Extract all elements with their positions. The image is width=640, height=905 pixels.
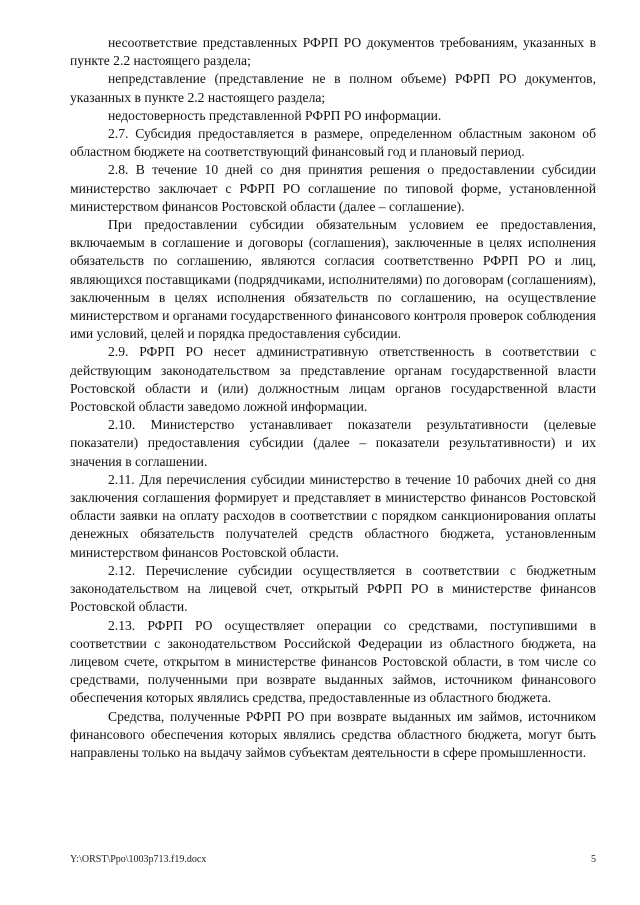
paragraph-4: 2.7. Субсидия предоставляется в размере, определенном областным законом об областном бюджете на соответствующий финансовый год и плановый период. (70, 126, 596, 160)
document-body (70, 34, 596, 762)
paragraph-11: 2.13. РФРП РО осуществляет операции со средствами, поступившими в соответствии с законодательством Российской Федерации из областного бюджета, на лицевом счете, открытом в министерстве финансов Ростовской области, в том числе со средствами, полученными при возврате выданных займов, источником финансового обеспечения которых являлись средства, предоставленные из областного бюджета. (70, 617, 596, 706)
paragraph-6: При предоставлении субсидии обязательным условием ее предоставления, включаемым в соглашение и договоры (соглашения), заключенные в целях исполнения обязательств по соглашению, являются согласия соответственно РФРП РО и лиц, являющихся поставщиками (подрядчиками, исполнителями) по договорам (соглашениям), заключенным в целях исполнения обязательств по соглашению, на осуществление министерством и органами государственного финансового контроля проверок соблюдения ими условий, целей и порядка предоставления субсидии. (70, 217, 596, 342)
paragraph-1: несоответствие представленных РФРП РО документов требованиям, указанных в пункте 2.2 настоящего раздела; (70, 35, 596, 69)
paragraph-7: 2.9. РФРП РО несет административную ответственность в соответствии с действующим законодательством за представление органам государственной власти Ростовской области и (или) должностным лицам органов государственной власти Ростовской области заведомо ложной информации. (70, 344, 596, 415)
paragraph-9: 2.11. Для перечисления субсидии министерство в течение 10 рабочих дней со дня заключения соглашения формирует и представляет в министерство финансов Ростовской области заявки на оплату расходов в соответствии с порядком санкционирования оплаты денежных обязательств получателей средств областного бюджета, установленным министерством финансов Ростовской области. (70, 471, 596, 560)
paragraph-10: 2.12. Перечисление субсидии осуществляется в соответствии с бюджетным законодательством на лицевой счет, открытый РФРП РО в министерстве финансов Ростовской области. (70, 562, 596, 615)
page-number: 5 (591, 854, 596, 865)
paragraph-2: непредставление (представление не в полном объеме) РФРП РО документов, указанных в пункте 2.2 настоящего раздела; (70, 71, 596, 105)
footer-file-path: Y:\ORST\Ppo\1003p713.f19.docx (70, 854, 207, 865)
page-footer (70, 853, 596, 867)
paragraph-3: недостоверность представленной РФРП РО информации. (108, 107, 442, 123)
paragraph-5: 2.8. В течение 10 дней со дня принятия решения о предоставлении субсидии министерство заключает с РФРП РО соглашение по типовой форме, установленной министерством финансов Ростовской области (далее – соглашение). (70, 162, 596, 214)
paragraph-8: 2.10. Министерство устанавливает показатели результативности (целевые показатели) предоставления субсидии (далее – показатели результативности) и их значения в соглашении. (70, 417, 596, 469)
paragraph-12: Средства, полученные РФРП РО при возврате выданных им займов, источником финансового обеспечения которых являлись средства областного бюджета, могут быть направлены только на выдачу займов субъектам деятельности в сфере промышленности. (70, 708, 596, 760)
